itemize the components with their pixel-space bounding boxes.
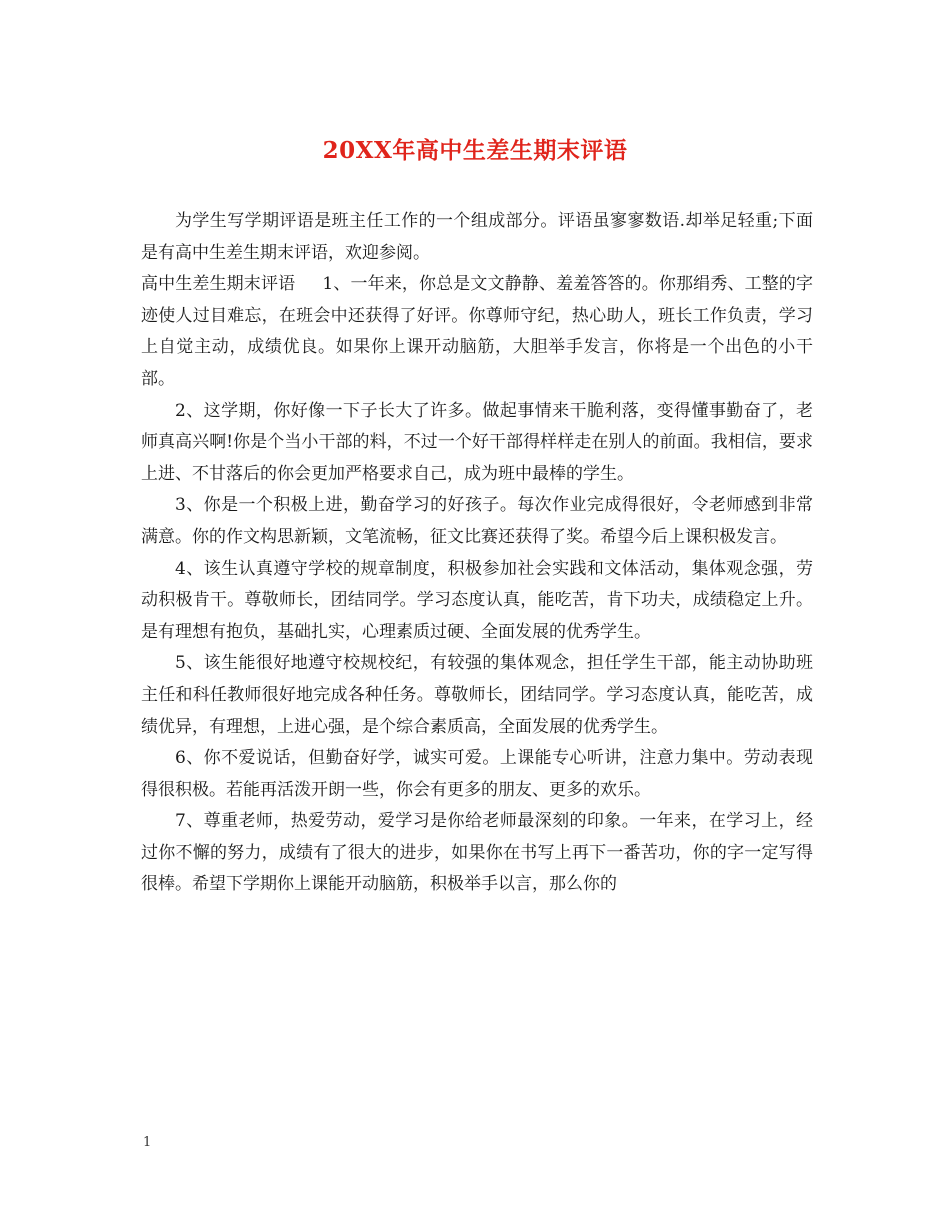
document-title: 20XX年高中生差生期末评语 [322, 137, 628, 164]
document-body [141, 206, 813, 901]
comment-paragraph-4: 4、该生认真遵守学校的规章制度，积极参加社会实践和文体活动，集体观念强，劳动积极肯干。尊敬师长，团结同学。学习态度认真，能吃苦，肯下功夫，成绩稳定上升。是有理想有抱负，基础扎实，心理素质过硬、全面发展的优秀学生。 [141, 558, 813, 642]
comment-paragraph-3: 3、你是一个积极上进，勤奋学习的好孩子。每次作业完成得很好，令老师感到非常满意。你的作文构思新颖，文笔流畅，征文比赛还获得了奖。希望今后上课积极发言。 [141, 495, 813, 547]
comment-paragraph-5: 5、该生能很好地遵守校规校纪，有较强的集体观念，担任学生干部，能主动协助班主任和科任教师很好地完成各种任务。尊敬师长，团结同学。学习态度认真，能吃苦，成绩优异，有理想，上进心强，是个综合素质高，全面发展的优秀学生。 [141, 653, 813, 737]
comment-paragraph-2: 2、这学期，你好像一下子长大了许多。做起事情来干脆利落，变得懂事勤奋了，老师真高兴啊!你是个当小干部的料，不过一个好干部得样样走在别人的前面。我相信，要求上进、不甘落后的你会更加严格要求自己，成为班中最棒的学生。 [141, 400, 813, 484]
section-label: 高中生差生期末评语 [141, 274, 296, 295]
comment-paragraph-1 [141, 269, 813, 395]
comment-paragraph-7: 7、尊重老师，热爱劳动，爱学习是你给老师最深刻的印象。一年来，在学习上，经过你不懈的努力，成绩有了很大的进步，如果你在书写上再下一番苦功，你的字一定写得很棒。希望下学期你上课能开动脑筋，积极举手以言，那么你的 [141, 811, 813, 895]
intro-paragraph: 为学生写学期评语是班主任工作的一个组成部分。评语虽寥寥数语.却举足轻重;下面是有高中生差生期末评语，欢迎参阅。 [141, 211, 813, 263]
comment-paragraph-6: 6、你不爱说话，但勤奋好学，诚实可爱。上课能专心听讲，注意力集中。劳动表现得很积极。若能再活泼开朗一些，你会有更多的朋友、更多的欢乐。 [141, 748, 813, 800]
page-number: 1 [143, 1135, 152, 1150]
comment-text-1: 1、一年来，你总是文文静静、羞羞答答的。你那绢秀、工整的字迹使人过目难忘，在班会中还获得了好评。你尊师守纪，热心助人，班长工作负责，学习上自觉主动，成绩优良。如果你上课开动脑筋，大胆举手发言，你将是一个出色的小干部。 [141, 274, 813, 389]
